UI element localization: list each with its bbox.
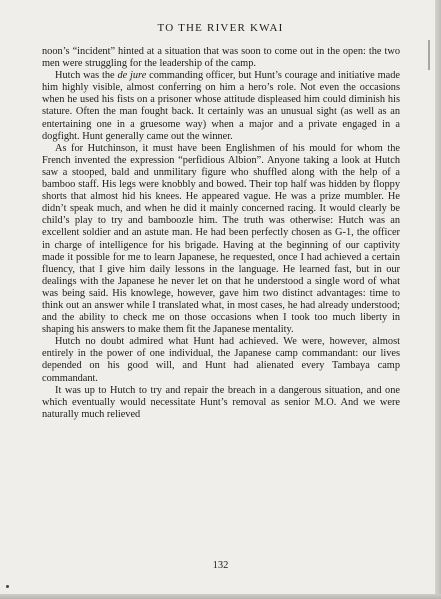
paragraph: noon’s “incident” hinted at a situation that was soon to come out in the open: the two men were struggling for the leadership of the camp.	[42, 46, 400, 70]
page-edge-right	[435, 0, 441, 599]
paragraph: It was up to Hutch to try and repair the breach in a dangerous situation, and one which eventually would necessitate Hunt’s removal as senior M.O. And we were naturally much relieved	[42, 384, 400, 420]
page-number: 132	[212, 560, 229, 571]
page-edge-bottom	[0, 594, 441, 599]
paragraph: Hutch was the de jure commanding officer, but Hunt’s courage and initiative made him highly visible, almost conferring on him a hero’s role. Not even the occasions when he used his fists on a prisoner whose attitude displeased him could diminish his stature. Often the man fought back. It certainly was an unusual sight (as well as an entertaining one in a gruesome way) when a major and a private engaged in a dogfight. Hunt generally came out the winner.	[42, 70, 400, 142]
scan-speck	[6, 585, 9, 588]
paragraph: Hutch no doubt admired what Hunt had achieved. We were, however, almost entirely in the power of one individual, the Japanese camp commandant: our lives depended on his good will, and Hunt had alienated every Tambaya camp commandant.	[42, 336, 400, 384]
scan-edge-mark	[428, 40, 430, 70]
body-text	[42, 46, 400, 421]
paragraph: As for Hutchinson, it must have been Englishmen of his mould for whom the French invented the expression “perfidious Albion”. Anyone taking a look at Hutch saw a stooped, bald and unmilitary figure who shuffled along with the help of a bamboo staff. His legs were knobbly and bowed. Their top half was hidden by floppy shorts that almost hid his knees. He appeared vague. He was a prize mumbler. He didn’t speak much, and when he did it mainly concerned racing. It would clearly be child’s play to try and bamboozle him. The truth was otherwise: Hutch was an excellent soldier and an astute man. He had been perfectly chosen as G-1, the officer in charge of intelligence for his brigade. Having at the beginning of our captivity made it possible for me to learn Japanese, he requested, once I had achieved a certain fluency, that I give him daily lessons in the language. He learned fast, but in our dealings with the Japanese he never let on that he understood a single word of what was being said. His knowlege, however, gave him two distinct advantages: time to think out an answer while I translated what, in most cases, he had already understood; and the ability to check me on those occasions when I took too much liberty in shaping his answers to make them fit the Japanese mentality.	[42, 142, 400, 336]
italic-phrase: de jure	[117, 70, 147, 82]
running-head: TO THE RIVER KWAI	[157, 22, 284, 34]
